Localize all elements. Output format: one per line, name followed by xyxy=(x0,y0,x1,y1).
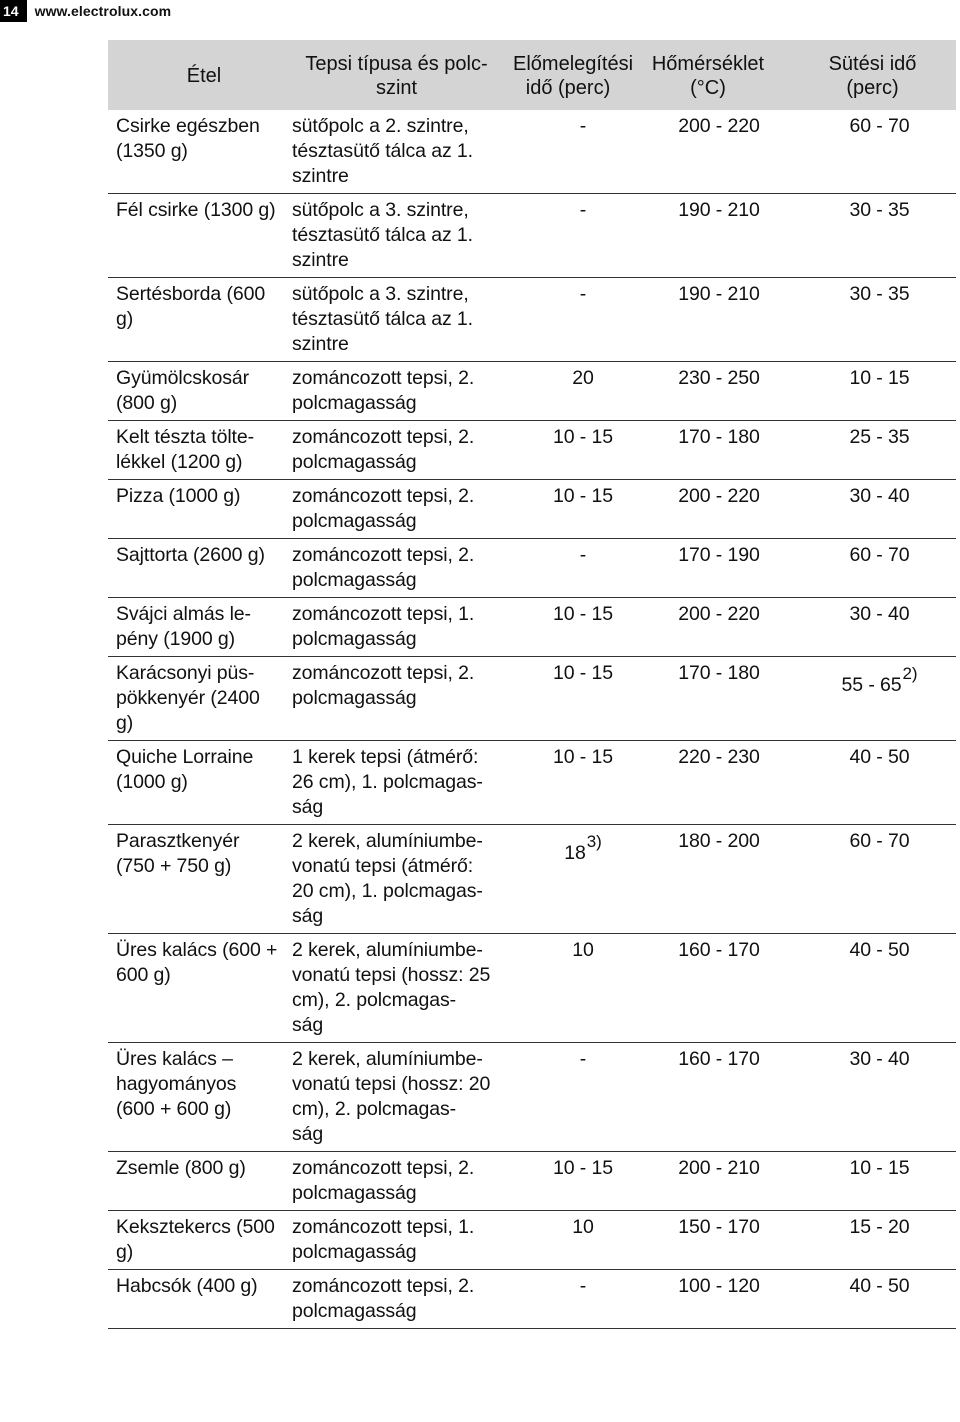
tray-cell: zománcozott tepsi, 2. polcmagasság xyxy=(284,657,509,741)
preheat-cell: - xyxy=(509,278,627,362)
temperature-cell: 180 - 200 xyxy=(627,825,789,934)
table-row xyxy=(108,194,956,278)
time-cell: 60 - 70 xyxy=(789,539,956,598)
temperature-cell: 190 - 210 xyxy=(627,194,789,278)
tray-cell: 1 kerek tepsi (átmérő: 26 cm), 1. polcmagas- ság xyxy=(284,741,509,825)
table-row xyxy=(108,1043,956,1152)
preheat-cell: - xyxy=(509,1043,627,1152)
temperature-cell: 200 - 210 xyxy=(627,1152,789,1211)
food-cell: Sajttorta (2600 g) xyxy=(108,539,284,598)
time-cell: 55 - 65$^{2)}$ xyxy=(789,657,956,741)
temperature-cell: 160 - 170 xyxy=(627,934,789,1043)
tray-cell: zománcozott tepsi, 2. polcmagasság xyxy=(284,1152,509,1211)
preheat-cell: 10 - 15 xyxy=(509,741,627,825)
preheat-cell: 10 - 15 xyxy=(509,480,627,539)
food-cell: Habcsók (400 g) xyxy=(108,1270,284,1329)
table-row xyxy=(108,1152,956,1211)
site-url: www.electrolux.com xyxy=(34,3,172,19)
preheat-cell: - xyxy=(509,1270,627,1329)
table-row xyxy=(108,110,956,194)
table-row xyxy=(108,825,956,934)
temperature-cell: 170 - 190 xyxy=(627,539,789,598)
tray-cell: zománcozott tepsi, 2. polcmagasság xyxy=(284,362,509,421)
food-cell: Csirke egészben (1350 g) xyxy=(108,110,284,194)
food-cell: Pizza (1000 g) xyxy=(108,480,284,539)
food-cell: Sertésborda (600 g) xyxy=(108,278,284,362)
preheat-cell: - xyxy=(509,539,627,598)
preheat-cell: - xyxy=(509,110,627,194)
table-row xyxy=(108,1211,956,1270)
food-cell: Keksztekercs (500 g) xyxy=(108,1211,284,1270)
preheat-cell: 10 - 15 xyxy=(509,1152,627,1211)
food-cell: Karácsonyi püs- pökkenyér (2400 g) xyxy=(108,657,284,741)
time-cell: 10 - 15 xyxy=(789,362,956,421)
time-cell: 10 - 15 xyxy=(789,1152,956,1211)
table-row xyxy=(108,934,956,1043)
table-row xyxy=(108,1270,956,1329)
column-header-temperature: Hőmérséklet (°C) xyxy=(627,40,789,110)
table-row xyxy=(108,598,956,657)
temperature-cell: 170 - 180 xyxy=(627,657,789,741)
preheat-cell: 10 - 15 xyxy=(509,421,627,480)
food-cell: Üres kalács (600 + 600 g) xyxy=(108,934,284,1043)
temperature-cell: 150 - 170 xyxy=(627,1211,789,1270)
preheat-cell: 10 xyxy=(509,934,627,1043)
table-row xyxy=(108,741,956,825)
footnote-marker: 2) xyxy=(902,664,918,683)
food-cell: Gyümölcskosár (800 g) xyxy=(108,362,284,421)
temperature-cell: 200 - 220 xyxy=(627,598,789,657)
tray-cell: zománcozott tepsi, 2. polcmagasság xyxy=(284,1270,509,1329)
temperature-cell: 230 - 250 xyxy=(627,362,789,421)
temperature-cell: 200 - 220 xyxy=(627,480,789,539)
table-body xyxy=(108,110,956,1329)
tray-cell: 2 kerek, alumíniumbe- vonatú tepsi (hossz: 20 cm), 2. polcmagas- ság xyxy=(284,1043,509,1152)
food-cell: Üres kalács – hagyományos (600 + 600 g) xyxy=(108,1043,284,1152)
time-cell: 30 - 35 xyxy=(789,278,956,362)
table-row xyxy=(108,278,956,362)
temperature-cell: 220 - 230 xyxy=(627,741,789,825)
table-row xyxy=(108,362,956,421)
temperature-cell: 170 - 180 xyxy=(627,421,789,480)
tray-cell: 2 kerek, alumíniumbe- vonatú tepsi (átmérő: 20 cm), 1. polcmagas- ság xyxy=(284,825,509,934)
food-cell: Svájci almás le- pény (1900 g) xyxy=(108,598,284,657)
column-header-preheat: Előmelegítési idő (perc) xyxy=(509,40,627,110)
tray-cell: 2 kerek, alumíniumbe- vonatú tepsi (hossz: 25 cm), 2. polcmagas- ság xyxy=(284,934,509,1043)
preheat-cell: 10 - 15 xyxy=(509,598,627,657)
table-row xyxy=(108,539,956,598)
time-cell: 40 - 50 xyxy=(789,1270,956,1329)
food-cell: Kelt tészta tölte- lékkel (1200 g) xyxy=(108,421,284,480)
food-cell: Quiche Lorraine (1000 g) xyxy=(108,741,284,825)
time-cell: 30 - 40 xyxy=(789,1043,956,1152)
tray-cell: sütőpolc a 3. szintre, tésztasütő tálca az 1. szintre xyxy=(284,278,509,362)
table-row xyxy=(108,657,956,741)
tray-cell: zománcozott tepsi, 1. polcmagasság xyxy=(284,1211,509,1270)
food-cell: Parasztkenyér (750 + 750 g) xyxy=(108,825,284,934)
preheat-cell: 18$^{3)}$ xyxy=(509,825,627,934)
baking-table-container xyxy=(108,40,956,1329)
temperature-cell: 200 - 220 xyxy=(627,110,789,194)
time-cell: 15 - 20 xyxy=(789,1211,956,1270)
table-row xyxy=(108,480,956,539)
preheat-cell: 20 xyxy=(509,362,627,421)
column-header-food: Étel xyxy=(108,40,284,110)
preheat-cell: 10 xyxy=(509,1211,627,1270)
temperature-cell: 100 - 120 xyxy=(627,1270,789,1329)
temperature-cell: 190 - 210 xyxy=(627,278,789,362)
tray-cell: zománcozott tepsi, 2. polcmagasság xyxy=(284,539,509,598)
baking-table xyxy=(108,40,956,1329)
food-cell: Fél csirke (1300 g) xyxy=(108,194,284,278)
table-header-row xyxy=(108,40,956,110)
preheat-cell: - xyxy=(509,194,627,278)
page-number: 14 xyxy=(0,0,27,22)
tray-cell: sütőpolc a 2. szintre, tésztasütő tálca az 1. szintre xyxy=(284,110,509,194)
tray-cell: zománcozott tepsi, 1. polcmagasság xyxy=(284,598,509,657)
preheat-cell: 10 - 15 xyxy=(509,657,627,741)
temperature-cell: 160 - 170 xyxy=(627,1043,789,1152)
time-cell: 30 - 35 xyxy=(789,194,956,278)
time-cell: 60 - 70 xyxy=(789,110,956,194)
food-cell: Zsemle (800 g) xyxy=(108,1152,284,1211)
table-row xyxy=(108,421,956,480)
tray-cell: zománcozott tepsi, 2. polcmagasság xyxy=(284,421,509,480)
column-header-tray: Tepsi típusa és polc- szint xyxy=(284,40,509,110)
time-cell: 40 - 50 xyxy=(789,741,956,825)
footnote-marker: 3) xyxy=(586,832,602,851)
page-header xyxy=(0,0,171,22)
time-cell: 30 - 40 xyxy=(789,480,956,539)
time-cell: 25 - 35 xyxy=(789,421,956,480)
time-cell: 30 - 40 xyxy=(789,598,956,657)
time-cell: 60 - 70 xyxy=(789,825,956,934)
column-header-time: Sütési idő (perc) xyxy=(789,40,956,110)
tray-cell: zománcozott tepsi, 2. polcmagasság xyxy=(284,480,509,539)
time-cell: 40 - 50 xyxy=(789,934,956,1043)
tray-cell: sütőpolc a 3. szintre, tésztasütő tálca az 1. szintre xyxy=(284,194,509,278)
